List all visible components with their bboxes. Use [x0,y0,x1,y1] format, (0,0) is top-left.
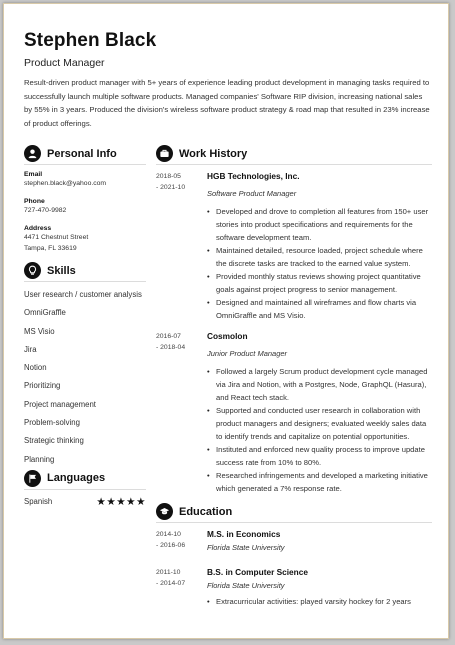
skill-item: Strategic thinking [24,436,84,446]
lightbulb-icon [24,262,41,279]
candidate-name: Stephen Black [24,30,157,51]
start-date: 2014-10 [156,531,181,538]
end-date: - 2021-10 [156,184,186,191]
work-history-section [156,143,432,495]
section-title: Skills [47,264,76,277]
language-row [24,496,146,508]
profile-summary: Result-driven product manager with 5+ years of experience leading product development in managing tasks required to successfully launch multiple software products. Managed companies' Software RIP division, increasing national sales by 55% in 3 years. Produced the division's wireless software product strategy & road map that resulted in 23% increase of product offerings. [24,78,430,128]
skill-item: Project management [24,399,96,409]
language-rating-stars: ★★★★★ [96,495,146,508]
entry-body [207,171,432,322]
left-column [24,143,146,508]
achievement-list [207,365,432,495]
bullet-item: • Followed a largely Scrum product development cycle managed via Jira and Notion, with a Postgres, Node, GraphQL (Hasura), and React tech stack. [207,365,432,404]
section-title: Education [179,505,233,518]
skill-item: Jira [24,344,37,354]
entry-dates [156,567,207,608]
start-date: 2018-05 [156,173,181,180]
work-entry [156,171,432,322]
start-date: 2016-07 [156,333,181,340]
start-date: 2011-10 [156,569,181,576]
school-name: Florida State University [207,581,285,590]
skill-item: MS Visio [24,326,55,336]
degree-name: B.S. in Computer Science [207,567,308,577]
bullet-item: • Maintained detailed, resource loaded, project schedule where the discrete tasks are tracked to the earned value system. [207,244,432,270]
skill-item: Problem-solving [24,418,80,428]
skills-heading [24,260,146,282]
section-title: Personal Info [47,147,117,160]
section-title: Languages [47,472,106,485]
personal-info-section [24,143,146,254]
right-column [156,143,432,608]
end-date: - 2016-06 [156,542,186,549]
company-name: HGB Technologies, Inc. [207,171,300,181]
work-history-heading [156,143,432,165]
achievement-list [207,595,432,608]
address-line-1: 4471 Chestnut Street [24,234,89,241]
company-name: Cosmolon [207,331,248,341]
bullet-item: • Extracurricular activities: played varsity hockey for 2 years [207,595,432,608]
skill-item: Prioritizing [24,381,61,391]
skill-item: OmniGraffle [24,308,66,318]
entry-body [207,567,432,608]
school-name: Florida State University [207,543,285,552]
personal-info-heading [24,143,146,165]
education-entry [156,529,432,553]
end-date: - 2014-07 [156,580,186,587]
flag-icon [24,470,41,487]
address-line-2: Tampa, FL 33619 [24,245,77,252]
bullet-item: • Supported and conducted user research in collaboration with product managers and designers; evaluated weekly sales data to identify trends and capitalize on potential opportunities. [207,404,432,443]
entry-dates [156,331,207,495]
language-name: Spanish [24,497,53,507]
languages-heading [24,468,146,490]
entry-body [207,331,432,495]
work-entry [156,331,432,495]
resume-header [24,30,430,130]
entry-dates [156,171,207,322]
candidate-role: Product Manager [24,57,105,69]
bullet-item: • Researched infringements and developed a marketing initiative which generated a 7% response rate. [207,469,432,495]
skill-item: User research / customer analysis [24,290,142,299]
section-title: Work History [179,147,248,160]
skills-section [24,260,146,466]
resume-page [3,3,449,639]
end-date: - 2018-04 [156,344,186,351]
briefcase-icon [156,145,173,162]
address-label: Address [24,225,52,232]
email-label: Email [24,171,43,178]
education-heading [156,501,432,523]
skill-item: Planning [24,454,55,464]
bullet-item: • Instituted and enforced new quality process to improve update success rate from 10% to 80%. [207,443,432,469]
bullet-item: • Provided monthly status reviews showing project quantitative goals against project progress to senior management. [207,270,432,296]
phone-value: 727-470-9982 [24,207,67,214]
degree-name: M.S. in Economics [207,529,281,539]
education-entry [156,567,432,608]
email-value[interactable]: stephen.black@yahoo.com [24,180,107,187]
job-title: Software Product Manager [207,189,297,198]
graduation-cap-icon [156,503,173,520]
skills-list [24,288,146,466]
bullet-item: • Developed and drove to completion all features from 150+ user stories into product specifications and requirements for the software development team. [207,205,432,244]
entry-dates [156,529,207,553]
achievement-list [207,205,432,322]
bullet-item: • Designed and maintained all wireframes and flow charts via OmniGraffle and MS Visio. [207,296,432,322]
entry-body [207,529,432,553]
phone-label: Phone [24,198,45,205]
skill-item: Notion [24,363,47,373]
education-section [156,501,432,608]
job-title: Junior Product Manager [207,349,288,358]
person-icon [24,145,41,162]
languages-section [24,468,146,508]
